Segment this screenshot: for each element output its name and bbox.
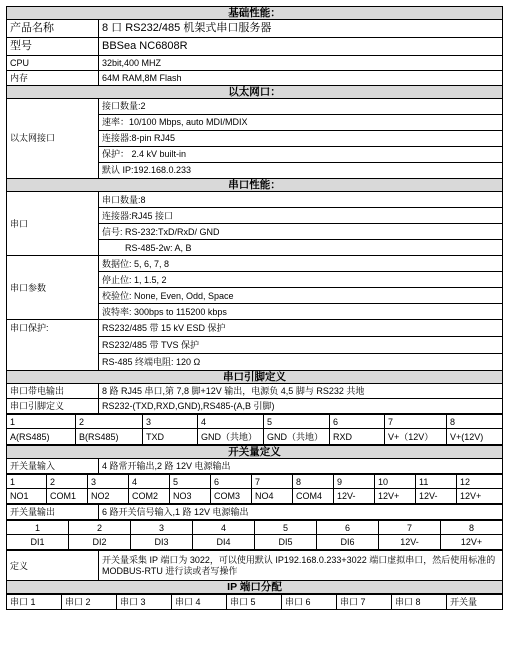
switch-input-number: 12: [457, 475, 503, 489]
switch-output-number: 6: [317, 521, 379, 535]
ethernet-item: 默认 IP:192.168.0.233: [99, 163, 503, 179]
serial-protect-item: RS232/485 带 15 kV ESD 保护: [99, 320, 503, 337]
switch-input-label: 开关量输入: [7, 459, 99, 474]
serial-protect-item: RS232/485 带 TVS 保护: [99, 337, 503, 354]
pin-power-label: 串口带电输出: [7, 384, 99, 399]
ip-port-label: 串口 4: [172, 595, 227, 610]
switch-output-number: 8: [441, 521, 503, 535]
pin-grid: [6, 414, 503, 445]
switch-output-name: DI6: [317, 535, 379, 550]
switch-output-number: 4: [193, 521, 255, 535]
cpu-value: 32bit,400 MHZ: [99, 56, 503, 71]
switch-input-name: 12V+: [457, 489, 503, 504]
switch-output-head: [6, 504, 503, 520]
pin-number: 6: [330, 415, 385, 429]
product-name-label: 产品名称: [7, 20, 99, 38]
switch-input-number: 9: [334, 475, 375, 489]
pin-number: 7: [385, 415, 447, 429]
pin-number: 8: [447, 415, 503, 429]
switch-input-name: COM4: [293, 489, 334, 504]
switch-input-name: COM1: [47, 489, 88, 504]
switch-output-name: DI1: [7, 535, 69, 550]
switch-input-name: NO4: [252, 489, 293, 504]
switch-input-name: 12V-: [334, 489, 375, 504]
pin-number: 1: [7, 415, 76, 429]
pin-name: GND（共地）: [264, 429, 330, 445]
switch-input-name: NO3: [170, 489, 211, 504]
pin-number: 5: [264, 415, 330, 429]
switch-input-name: COM3: [211, 489, 252, 504]
switch-def-table: [6, 550, 503, 594]
ip-title: IP 端口分配: [7, 581, 503, 594]
switch-output-name: 12V-: [379, 535, 441, 550]
switch-def-value: 开关量采集 IP 端口为 3022，可以使用默认 IP192.168.0.233+3022 端口虚拟串口，然后使用标准的 MODBUS-RTU 进行读或者写操作: [99, 551, 503, 581]
switch-input-name: 12V+: [375, 489, 416, 504]
switch-input-grid: [6, 474, 503, 504]
ethernet-label: 以太网接口: [7, 99, 99, 179]
serial-port-item: 连接器:RJ45 接口: [99, 208, 503, 224]
ethernet-title: 以太网口：: [7, 86, 503, 99]
pin-number: 4: [198, 415, 264, 429]
switch-output-value: 6 路开关信号输入,1 路 12V 电源输出: [99, 505, 503, 520]
model-label: 型号: [7, 38, 99, 56]
serial-title: 串口性能：: [7, 179, 503, 192]
pin-name: TXD: [143, 429, 198, 445]
switch-input-name: NO1: [7, 489, 47, 504]
switch-input-number: 8: [293, 475, 334, 489]
switch-input-number: 5: [170, 475, 211, 489]
pin-power-value: 8 路 RJ45 串口,第 7,8 脚+12V 输出，电源负 4,5 脚与 RS232 共地: [99, 384, 503, 399]
switch-output-name: DI2: [69, 535, 131, 550]
pin-title: 串口引脚定义: [7, 371, 503, 384]
serial-protect-label: 串口保护:: [7, 320, 99, 371]
ip-port-label: 串口 6: [282, 595, 337, 610]
ethernet-item: 保护： 2.4 kV built-in: [99, 147, 503, 163]
ethernet-item: 接口数量:2: [99, 99, 503, 115]
switch-input-number: 2: [47, 475, 88, 489]
switch-output-name: DI5: [255, 535, 317, 550]
ethernet-item: 速率：10/100 Mbps, auto MDI/MDIX: [99, 115, 503, 131]
spec-sheet: [6, 6, 503, 610]
switch-input-number: 1: [7, 475, 47, 489]
ip-port-label: 串口 2: [62, 595, 117, 610]
ip-port-label: 开关量: [447, 595, 503, 610]
switch-input-number: 6: [211, 475, 252, 489]
pin-name: B(RS485): [76, 429, 143, 445]
switch-output-label: 开关量输出: [7, 505, 99, 520]
switch-output-number: 1: [7, 521, 69, 535]
serial-port-item: 信号: RS-232:TxD/RxD/ GND: [99, 224, 503, 240]
serial-port-item: 串口数量:8: [99, 192, 503, 208]
switch-output-number: 5: [255, 521, 317, 535]
pin-def-label: 串口引脚定义: [7, 399, 99, 414]
cpu-label: CPU: [7, 56, 99, 71]
ethernet-item: 连接器:8-pin RJ45: [99, 131, 503, 147]
pin-name: RXD: [330, 429, 385, 445]
pin-number: 3: [143, 415, 198, 429]
ip-port-label: 串口 3: [117, 595, 172, 610]
serial-port-item: RS-485-2w: A, B: [99, 240, 503, 256]
switch-table: [6, 445, 503, 474]
serial-param-label: 串口参数: [7, 256, 99, 320]
switch-input-number: 3: [88, 475, 129, 489]
serial-param-item: 校验位: None, Even, Odd, Space: [99, 288, 503, 304]
switch-output-number: 2: [69, 521, 131, 535]
model-value: BBSea NC6808R: [99, 38, 503, 56]
switch-input-name: 12V-: [416, 489, 457, 504]
ip-grid: [6, 594, 503, 610]
switch-input-number: 7: [252, 475, 293, 489]
pin-name: V+（12V）: [385, 429, 447, 445]
switch-input-number: 11: [416, 475, 457, 489]
memory-value: 64M RAM,8M Flash: [99, 71, 503, 86]
ip-port-label: 串口 5: [227, 595, 282, 610]
switch-title: 开关量定义: [7, 446, 503, 459]
switch-input-number: 10: [375, 475, 416, 489]
serial-param-item: 波特率: 300bps to 115200 kbps: [99, 304, 503, 320]
switch-output-name: 12V+: [441, 535, 503, 550]
pin-def-value: RS232-(TXD,RXD,GND),RS485-(A,B 引脚): [99, 399, 503, 414]
switch-output-number: 3: [131, 521, 193, 535]
serial-protect-item: RS-485 终端电阻: 120 Ω: [99, 354, 503, 371]
switch-output-number: 7: [379, 521, 441, 535]
pin-number: 2: [76, 415, 143, 429]
switch-def-label: 定义: [7, 551, 99, 581]
switch-input-name: COM2: [129, 489, 170, 504]
product-name-value: 8 口 RS232/485 机架式串口服务器: [99, 20, 503, 38]
serial-param-item: 数据位: 5, 6, 7, 8: [99, 256, 503, 272]
switch-output-grid: [6, 520, 503, 550]
switch-output-name: DI4: [193, 535, 255, 550]
pin-name: V+(12V): [447, 429, 503, 445]
serial-param-item: 停止位: 1, 1.5, 2: [99, 272, 503, 288]
switch-input-name: NO2: [88, 489, 129, 504]
basic-table: [6, 6, 503, 414]
ip-port-label: 串口 1: [7, 595, 62, 610]
ip-port-label: 串口 8: [392, 595, 447, 610]
memory-label: 内存: [7, 71, 99, 86]
pin-name: GND（共地）: [198, 429, 264, 445]
switch-output-name: DI3: [131, 535, 193, 550]
ip-port-label: 串口 7: [337, 595, 392, 610]
basic-title: 基础性能：: [7, 7, 503, 20]
switch-input-number: 4: [129, 475, 170, 489]
serial-port-label: 串口: [7, 192, 99, 256]
pin-name: A(RS485): [7, 429, 76, 445]
switch-input-value: 4 路常开输出,2 路 12V 电源输出: [99, 459, 503, 474]
